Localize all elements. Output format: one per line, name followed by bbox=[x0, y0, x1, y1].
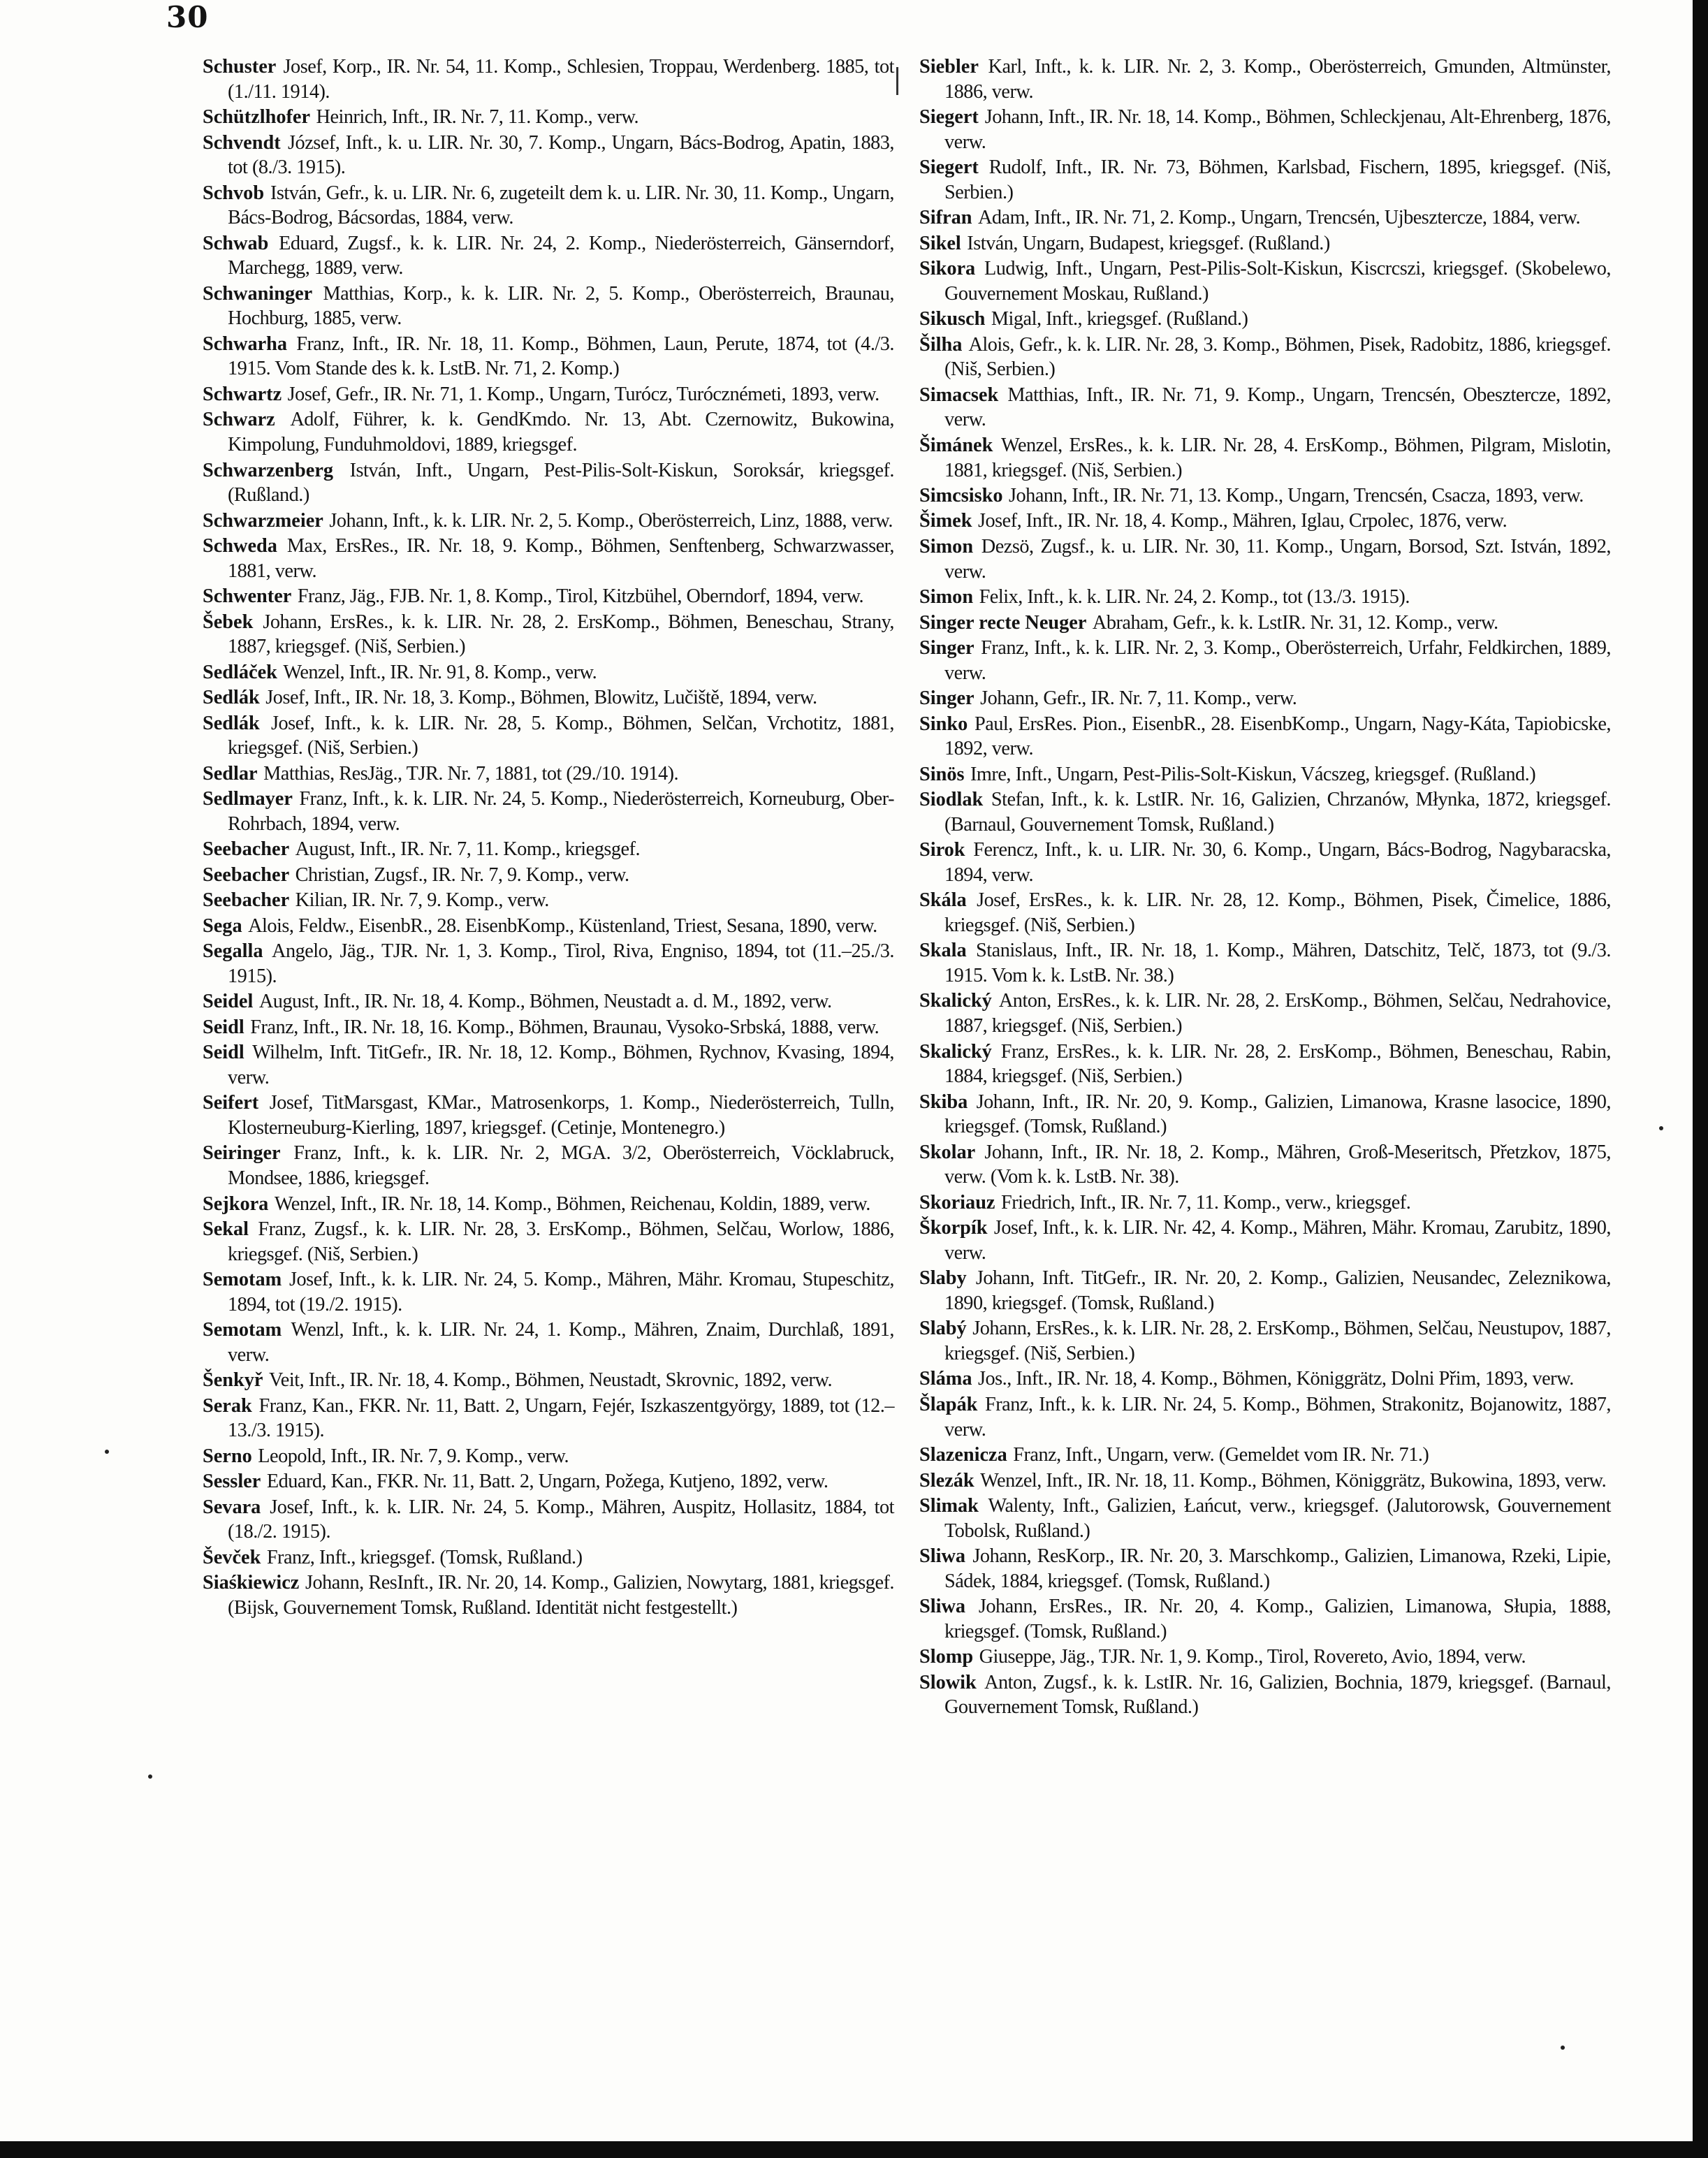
register-entry bbox=[203, 105, 894, 130]
register-entry bbox=[203, 1091, 894, 1140]
entry-details: Wenzel, ErsRes., k. k. LIR. Nr. 28, 4. ErsKomp., Böhmen, Pilgram, Mislotin, 1881, kriegsgef. (Niš, Serbien.) bbox=[944, 434, 1611, 481]
entry-details: Johann, Inft., IR. Nr. 20, 9. Komp., Galizien, Limanowa, Krasne lasocice, 1890, kriegsgef. (Tomsk, Rußland.) bbox=[944, 1091, 1611, 1138]
register-entry bbox=[919, 483, 1611, 509]
register-entry bbox=[203, 1444, 894, 1469]
register-entry bbox=[919, 256, 1611, 306]
entry-surname: Šimek bbox=[919, 510, 972, 532]
entry-details: Wenzel, Inft., IR. Nr. 91, 8. Komp., verw. bbox=[283, 661, 597, 683]
register-entry bbox=[919, 509, 1611, 534]
column-divider-mark bbox=[896, 67, 898, 95]
entry-details: Josef, Inft., k. k. LIR. Nr. 24, 5. Komp., Mähren, Auspitz, Hollasitz, 1884, tot (18./2. 1915). bbox=[228, 1496, 895, 1543]
entry-surname: Schwarz bbox=[203, 409, 275, 431]
entry-details: Franz, Kan., FKR. Nr. 11, Batt. 2, Ungarn, Fejér, Iszkaszentgyörgy, 1889, tot (12.–13./3. 1915). bbox=[228, 1394, 894, 1442]
register-entry bbox=[919, 1190, 1611, 1216]
register-entry bbox=[203, 534, 894, 583]
entry-surname: Slomp bbox=[919, 1646, 974, 1668]
entry-surname: Šenkyř bbox=[203, 1369, 263, 1392]
entry-details: István, Inft., Ungarn, Pest-Pilis-Solt-Kiskun, Soroksár, kriegsgef. (Rußland.) bbox=[228, 459, 894, 506]
entry-surname: Sejkora bbox=[203, 1193, 269, 1215]
register-entry bbox=[203, 54, 894, 104]
entry-surname: Slimak bbox=[919, 1495, 979, 1517]
register-entry bbox=[919, 231, 1611, 256]
entry-surname: Sedláček bbox=[203, 661, 277, 683]
entry-surname: Siegert bbox=[919, 106, 979, 129]
register-entry bbox=[203, 989, 894, 1014]
register-entry bbox=[203, 1141, 894, 1190]
entry-surname: Seiringer bbox=[203, 1142, 281, 1165]
register-entry bbox=[203, 761, 894, 787]
entry-details: Franz, Inft., k. k. LIR. Nr. 24, 5. Komp., Niederösterreich, Korneuburg, Ober-Rohrbach, 1894, verw. bbox=[228, 788, 894, 835]
entry-details: Franz, Inft., IR. Nr. 18, 16. Komp., Böhmen, Braunau, Vysoko-Srbská, 1888, verw. bbox=[250, 1016, 879, 1038]
entry-surname: Serno bbox=[203, 1445, 252, 1467]
register-entry bbox=[203, 382, 894, 407]
entry-details: August, Inft., IR. Nr. 7, 11. Komp., kriegsgef. bbox=[295, 838, 641, 861]
entry-surname: Sedlák bbox=[203, 712, 260, 734]
register-entry bbox=[203, 1570, 894, 1620]
entry-surname: Schvob bbox=[203, 182, 265, 204]
entry-surname: Skalický bbox=[919, 1040, 992, 1063]
register-entry bbox=[919, 1645, 1611, 1670]
entry-details: Christian, Zugsf., IR. Nr. 7, 9. Komp., verw. bbox=[295, 863, 629, 886]
entry-surname: Singer bbox=[919, 637, 975, 659]
entry-surname: Sliwa bbox=[919, 1545, 966, 1568]
entry-details: August, Inft., IR. Nr. 18, 4. Komp., Böhmen, Neustadt a. d. M., 1892, verw. bbox=[258, 991, 832, 1013]
left-column bbox=[203, 54, 894, 1621]
register-entry bbox=[919, 1366, 1611, 1392]
register-entry bbox=[919, 636, 1611, 685]
register-entry bbox=[203, 131, 894, 180]
entry-details: Wenzel, Inft., IR. Nr. 18, 14. Komp., Böhmen, Reichenau, Koldin, 1889, verw. bbox=[274, 1193, 870, 1215]
entry-details: Max, ErsRes., IR. Nr. 18, 9. Komp., Böhmen, Senftenberg, Schwarzwasser, 1881, verw. bbox=[228, 535, 894, 582]
register-entry bbox=[919, 712, 1611, 761]
entry-details: Johann, ResKorp., IR. Nr. 20, 3. Marschkomp., Galizien, Limanowa, Rzeki, Lipie, Sádek, 1884, kriegsgef. (Tomsk, Rußland.) bbox=[944, 1545, 1612, 1592]
entry-surname: Simon bbox=[919, 535, 974, 557]
register-entry bbox=[919, 1216, 1611, 1265]
entry-details: Franz, Zugsf., k. k. LIR. Nr. 28, 3. ErsKomp., Böhmen, Selčau, Worlow, 1886, kriegsgef. (Niš, Serbien.) bbox=[228, 1218, 894, 1265]
entry-details: Matthias, ResJäg., TJR. Nr. 7, 1881, tot (29./10. 1914). bbox=[263, 762, 679, 785]
entry-details: Josef, Korp., IR. Nr. 54, 11. Komp., Schlesien, Troppau, Werdenberg. 1885, tot (1./11. 1914). bbox=[228, 56, 895, 103]
entry-surname: Schweda bbox=[203, 535, 277, 557]
register-entry bbox=[919, 787, 1611, 837]
entry-details: Felix, Inft., k. k. LIR. Nr. 24, 2. Komp., tot (13./3. 1915). bbox=[979, 586, 1410, 608]
entry-surname: Ševček bbox=[203, 1546, 261, 1568]
entry-surname: Skoriauz bbox=[919, 1191, 995, 1213]
entry-details: Josef, Inft., IR. Nr. 18, 4. Komp., Mähren, Iglau, Crpolec, 1876, verw. bbox=[977, 510, 1508, 532]
entry-surname: Slabý bbox=[919, 1318, 967, 1340]
register-entry bbox=[203, 837, 894, 862]
entry-details: Wenzl, Inft., k. k. LIR. Nr. 24, 1. Komp., Mähren, Znaim, Durchlaß, 1891, verw. bbox=[228, 1319, 894, 1366]
entry-details: Franz, Jäg., FJB. Nr. 1, 8. Komp., Tirol, Kitzbühel, Oberndorf, 1894, verw. bbox=[297, 585, 864, 608]
entry-details: István, Gefr., k. u. LIR. Nr. 6, zugeteilt dem k. u. LIR. Nr. 30, 11. Komp., Ungarn, Bács-Bodrog, Bácsordas, 1884, verw. bbox=[228, 182, 895, 229]
register-entry bbox=[919, 1040, 1611, 1089]
register-entry bbox=[203, 787, 894, 836]
entry-details: Josef, Inft., k. k. LIR. Nr. 28, 5. Komp., Böhmen, Selčan, Vrchotitz, 1881, kriegsgef. (Niš, Serbien.) bbox=[228, 712, 895, 759]
entry-surname: Sedlmayer bbox=[203, 788, 293, 810]
entry-surname: Šilha bbox=[919, 333, 963, 356]
entry-details: Josef, ErsRes., k. k. LIR. Nr. 28, 12. Komp., Böhmen, Pisek, Čimelice, 1886, kriegsgef. (Niš, Serbien.) bbox=[944, 889, 1611, 936]
entry-surname: Schützlhofer bbox=[203, 106, 311, 129]
entry-details: Josef, Inft., IR. Nr. 18, 3. Komp., Böhmen, Blowitz, Lučiště, 1894, verw. bbox=[265, 687, 817, 709]
entry-surname: Semotam bbox=[203, 1319, 282, 1341]
entry-surname: Škorpík bbox=[919, 1217, 988, 1239]
entry-details: Josef, Inft., k. k. LIR. Nr. 42, 4. Komp., Mähren, Mähr. Kromau, Zarubitz, 1890, verw. bbox=[944, 1217, 1611, 1264]
entry-surname: Siaśkiewicz bbox=[203, 1572, 300, 1594]
entry-surname: Siebler bbox=[919, 56, 979, 78]
register-entry bbox=[203, 660, 894, 685]
entry-surname: Sifran bbox=[919, 207, 972, 229]
entry-details: Josef, TitMarsgast, KMar., Matrosenkorps, 1. Komp., Niederösterreich, Tulln, Klosterneuburg-Kierling, 1897, kriegsgef. (Cetinje, Montenegro.) bbox=[228, 1092, 894, 1139]
entry-surname: Skála bbox=[919, 889, 967, 912]
register-entry bbox=[919, 1266, 1611, 1315]
entry-surname: Slowik bbox=[919, 1671, 977, 1693]
entry-surname: Schwarzmeier bbox=[203, 509, 323, 532]
register-entry bbox=[203, 939, 894, 989]
scan-edge-right bbox=[1693, 0, 1708, 2158]
print-speck bbox=[105, 1450, 109, 1454]
register-entry bbox=[919, 1468, 1611, 1494]
entry-details: Anton, ErsRes., k. k. LIR. Nr. 28, 2. ErsKomp., Böhmen, Selčau, Nedrahovice, 1887, kriegsgef. (Niš, Serbien.) bbox=[944, 990, 1611, 1037]
entry-details: Franz, ErsRes., k. k. LIR. Nr. 28, 2. ErsKomp., Böhmen, Beneschau, Rabin, 1884, kriegsgef. (Niš, Serbien.) bbox=[944, 1040, 1611, 1088]
entry-surname: Schwenter bbox=[203, 585, 292, 608]
entry-details: Josef, Gefr., IR. Nr. 71, 1. Komp., Ungarn, Turócz, Turócznémeti, 1893, verw. bbox=[287, 383, 879, 405]
entry-surname: Skalický bbox=[919, 990, 992, 1012]
entry-surname: Segalla bbox=[203, 940, 263, 963]
register-entry bbox=[203, 1192, 894, 1217]
entry-surname: Siodlak bbox=[919, 789, 984, 811]
entry-surname: Schuster bbox=[203, 56, 277, 78]
entry-surname: Sekal bbox=[203, 1218, 249, 1241]
entry-details: Friedrich, Inft., IR. Nr. 7, 11. Komp., verw., kriegsgef. bbox=[1001, 1191, 1411, 1213]
register-entry bbox=[203, 584, 894, 609]
entry-surname: Singer bbox=[919, 687, 975, 710]
entry-surname: Slaby bbox=[919, 1267, 967, 1290]
entry-surname: Seifert bbox=[203, 1092, 259, 1114]
entry-details: Franz, Inft., k. k. LIR. Nr. 24, 5. Komp., Böhmen, Strakonitz, Bojanowitz, 1887, verw. bbox=[944, 1393, 1611, 1441]
entry-surname: Schwab bbox=[203, 232, 269, 254]
entry-surname: Sinös bbox=[919, 763, 965, 785]
register-entry bbox=[919, 838, 1611, 887]
entry-surname: Sedlar bbox=[203, 762, 258, 785]
entry-surname: Sedlák bbox=[203, 687, 260, 709]
entry-surname: Schvendt bbox=[203, 131, 281, 154]
register-entry bbox=[919, 938, 1611, 988]
entry-surname: Seidl bbox=[203, 1042, 244, 1064]
register-entry bbox=[203, 610, 894, 659]
entry-surname: Sikel bbox=[919, 232, 961, 254]
entry-surname: Sikusch bbox=[919, 308, 986, 330]
register-entry bbox=[203, 1318, 894, 1367]
register-entry bbox=[203, 863, 894, 888]
entry-details: Johann, ErsRes., k. k. LIR. Nr. 28, 2. ErsKomp., Böhmen, Beneschau, Strany, 1887, kriegsgef. (Niš, Serbien.) bbox=[228, 611, 894, 658]
register-entry bbox=[203, 181, 894, 231]
entry-surname: Simacsek bbox=[919, 384, 999, 406]
entry-details: Walenty, Inft., Galizien, Łańcut, verw., kriegsgef. (Jalutorowsk, Gouvernement Tobolsk, Rußland.) bbox=[944, 1495, 1611, 1542]
register-entry bbox=[203, 1015, 894, 1040]
print-speck bbox=[1659, 1126, 1663, 1130]
entry-details: Karl, Inft., k. k. LIR. Nr. 2, 3. Komp., Oberösterreich, Gmunden, Altmünster, 1886, verw. bbox=[944, 56, 1611, 103]
entry-surname: Siegert bbox=[919, 156, 979, 179]
register-entry bbox=[919, 433, 1611, 483]
register-entry bbox=[203, 1267, 894, 1317]
entry-details: Ludwig, Inft., Ungarn, Pest-Pilis-Solt-Kiskun, Kiscrcszi, kriegsgef. (Skobelewo, Gouvernement Moskau, Rußland.) bbox=[944, 258, 1611, 305]
register-entry bbox=[919, 1443, 1611, 1468]
register-entry bbox=[919, 762, 1611, 787]
entry-details: Anton, Zugsf., k. k. LstIR. Nr. 16, Galizien, Bochnia, 1879, kriegsgef. (Barnaul, Gouvernement Tomsk, Rußland.) bbox=[944, 1671, 1611, 1719]
entry-details: Wilhelm, Inft. TitGefr., IR. Nr. 18, 12. Komp., Böhmen, Rychnov, Kvasing, 1894, verw. bbox=[228, 1042, 894, 1088]
register-entry bbox=[919, 989, 1611, 1038]
register-entry bbox=[203, 685, 894, 710]
register-entry bbox=[919, 1316, 1611, 1366]
register-entry bbox=[919, 1392, 1611, 1442]
register-entry bbox=[919, 205, 1611, 231]
register-entry bbox=[203, 458, 894, 508]
entry-details: Imre, Inft., Ungarn, Pest-Pilis-Solt-Kiskun, Vácszeg, kriegsgef. (Rußland.) bbox=[970, 763, 1536, 785]
entry-details: Franz, Inft., k. k. LIR. Nr. 2, 3. Komp., Oberösterreich, Urfahr, Feldkirchen, 1889, verw. bbox=[944, 637, 1611, 684]
entry-surname: Sliwa bbox=[919, 1596, 966, 1618]
entry-surname: Schwaninger bbox=[203, 282, 313, 305]
entry-details: István, Ungarn, Budapest, kriegsgef. (Rußland.) bbox=[967, 232, 1330, 254]
register-entry bbox=[919, 611, 1611, 636]
register-entry bbox=[919, 307, 1611, 332]
entry-details: Leopold, Inft., IR. Nr. 7, 9. Komp., verw. bbox=[258, 1445, 569, 1467]
entry-surname: Schwarzenberg bbox=[203, 459, 334, 481]
entry-details: Alois, Gefr., k. k. LIR. Nr. 28, 3. Komp., Böhmen, Pisek, Radobitz, 1886, kriegsgef. (Niš, Serbien.) bbox=[944, 333, 1611, 381]
entry-details: Johann, ResInft., IR. Nr. 20, 14. Komp., Galizien, Nowytarg, 1881, kriegsgef. (Bijsk, Gouvernement Tomsk, Rußland. Identität nicht festgestellt.) bbox=[228, 1572, 894, 1619]
entry-details: Franz, Inft., k. k. LIR. Nr. 2, MGA. 3/2, Oberösterreich, Vöcklabruck, Mondsee, 1886, kriegsgef. bbox=[228, 1142, 894, 1190]
register-entry bbox=[203, 282, 894, 331]
entry-details: Ferencz, Inft., k. u. LIR. Nr. 30, 6. Komp., Ungarn, Bács-Bodrog, Nagybaracska, 1894, verw. bbox=[944, 839, 1611, 886]
entry-surname: Seidel bbox=[203, 991, 254, 1013]
entry-surname: Sega bbox=[203, 914, 242, 937]
entry-details: Johann, Inft., IR. Nr. 18, 2. Komp., Mähren, Groß-Meseritsch, Přetzkov, 1875, verw. (Vom k. k. LstB. Nr. 38). bbox=[944, 1141, 1611, 1188]
entry-surname: Sessler bbox=[203, 1471, 261, 1493]
entry-details: Rudolf, Inft., IR. Nr. 73, Böhmen, Karlsbad, Fischern, 1895, kriegsgef. (Niš, Serbien.) bbox=[944, 156, 1611, 203]
entry-surname: Sláma bbox=[919, 1368, 972, 1390]
entry-details: Migal, Inft., kriegsgef. (Rußland.) bbox=[991, 308, 1248, 330]
entry-details: Adam, Inft., IR. Nr. 71, 2. Komp., Ungarn, Trencsén, Ujbesztercze, 1884, verw. bbox=[977, 207, 1581, 229]
register-entry bbox=[919, 686, 1611, 711]
entry-surname: Šimánek bbox=[919, 434, 993, 456]
register-entry bbox=[919, 1594, 1611, 1644]
entry-surname: Skolar bbox=[919, 1141, 976, 1163]
entry-details: Veit, Inft., IR. Nr. 18, 4. Komp., Böhmen, Neustadt, Skrovnic, 1892, verw. bbox=[268, 1369, 833, 1392]
entry-details: Wenzel, Inft., IR. Nr. 18, 11. Komp., Böhmen, Königgrätz, Bukowina, 1893, verw. bbox=[980, 1469, 1607, 1492]
entry-surname: Skala bbox=[919, 940, 967, 962]
page-number: 30 bbox=[166, 0, 209, 34]
register-entry bbox=[919, 1670, 1611, 1720]
entry-details: Adolf, Führer, k. k. GendKmdo. Nr. 13, Abt. Czernowitz, Bukowina, Kimpolung, Funduhmoldovi, 1889, kriegsgef. bbox=[228, 409, 894, 456]
print-speck bbox=[1561, 2046, 1565, 2050]
register-entry bbox=[919, 1494, 1611, 1543]
entry-surname: Simon bbox=[919, 586, 974, 608]
entry-details: Franz, Inft., Ungarn, verw. (Gemeldet vom IR. Nr. 71.) bbox=[1013, 1444, 1429, 1466]
entry-details: Johann, ErsRes., IR. Nr. 20, 4. Komp., Galizien, Limanowa, Słupia, 1888, kriegsgef. (Tomsk, Rußland.) bbox=[944, 1596, 1611, 1642]
entry-details: Dezsö, Zugsf., k. u. LIR. Nr. 30, 11. Komp., Ungarn, Borsod, Szt. István, 1892, verw. bbox=[944, 535, 1611, 583]
register-entry bbox=[203, 1545, 894, 1570]
register-entry bbox=[919, 155, 1611, 205]
entry-surname: Seidl bbox=[203, 1016, 244, 1038]
entry-details: Alois, Feldw., EisenbR., 28. EisenbKomp., Küstenland, Triest, Sesana, 1890, verw. bbox=[248, 914, 877, 937]
entry-details: Paul, ErsRes. Pion., EisenbR., 28. EisenbKomp., Ungarn, Nagy-Káta, Tapiobicske, 1892, verw. bbox=[944, 713, 1611, 760]
register-entry bbox=[203, 914, 894, 939]
register-entry bbox=[203, 1394, 894, 1443]
entry-details: Angelo, Jäg., TJR. Nr. 1, 3. Komp., Tirol, Riva, Engniso, 1894, tot (11.–25./3. 1915). bbox=[228, 940, 894, 987]
entry-details: Johann, Inft., IR. Nr. 18, 14. Komp., Böhmen, Schleckjenau, Alt-Ehrenberg, 1876, verw. bbox=[944, 106, 1611, 153]
entry-surname: Singer recte Neuger bbox=[919, 611, 1087, 634]
entry-details: Johann, Inft., k. k. LIR. Nr. 2, 5. Komp., Oberösterreich, Linz, 1888, verw. bbox=[329, 509, 893, 532]
register-entry bbox=[203, 1469, 894, 1494]
entry-surname: Serak bbox=[203, 1394, 252, 1417]
entry-details: Eduard, Kan., FKR. Nr. 11, Batt. 2, Ungarn, Požega, Kutjeno, 1892, verw. bbox=[266, 1471, 829, 1493]
entry-surname: Šebek bbox=[203, 611, 254, 633]
entry-details: Johann, Gefr., IR. Nr. 7, 11. Komp., verw. bbox=[980, 687, 1297, 710]
entry-details: Johann, Inft. TitGefr., IR. Nr. 20, 2. Komp., Galizien, Neusandec, Zeleznikowa, 1890, kriegsgef. (Tomsk, Rußland.) bbox=[944, 1267, 1611, 1314]
entry-details: Stanislaus, Inft., IR. Nr. 18, 1. Komp., Mähren, Datschitz, Telč, 1873, tot (9./3. 1915. Vom k. k. LstB. Nr. 38.) bbox=[944, 940, 1611, 986]
entry-details: Johann, Inft., IR. Nr. 71, 13. Komp., Ungarn, Trencsén, Csacza, 1893, verw. bbox=[1009, 485, 1584, 506]
entry-details: Eduard, Zugsf., k. k. LIR. Nr. 24, 2. Komp., Niederösterreich, Gänserndorf, Marchegg, 1889, verw. bbox=[228, 232, 894, 279]
register-entry bbox=[203, 1495, 894, 1545]
entry-surname: Seebacher bbox=[203, 863, 290, 886]
entry-details: Stefan, Inft., k. k. LstIR. Nr. 16, Galizien, Chrzanów, Młynka, 1872, kriegsgef. (Barnaul, Gouvernement Tomsk, Rußland.) bbox=[944, 789, 1612, 836]
entry-details: Abraham, Gefr., k. k. LstIR. Nr. 31, 12. Komp., verw. bbox=[1092, 611, 1498, 634]
register-entry bbox=[919, 333, 1611, 382]
entry-surname: Semotam bbox=[203, 1269, 282, 1291]
entry-details: József, Inft., k. u. LIR. Nr. 30, 7. Komp., Ungarn, Bács-Bodrog, Apatin, 1883, tot (8./3. 1915). bbox=[228, 131, 895, 179]
entry-surname: Slazenicza bbox=[919, 1444, 1007, 1466]
scan-edge-bottom bbox=[0, 2141, 1708, 2158]
entry-details: Johann, ErsRes., k. k. LIR. Nr. 28, 2. ErsKomp., Böhmen, Selčau, Neustupov, 1887, kriegsgef. (Niš, Serbien.) bbox=[944, 1318, 1611, 1364]
right-column bbox=[919, 54, 1611, 1721]
register-entry bbox=[919, 585, 1611, 610]
entry-details: Matthias, Korp., k. k. LIR. Nr. 2, 5. Komp., Oberösterreich, Braunau, Hochburg, 1885, verw. bbox=[228, 282, 894, 330]
entry-surname: Sevara bbox=[203, 1496, 261, 1518]
register-entry bbox=[919, 1140, 1611, 1190]
entry-details: Franz, Inft., kriegsgef. (Tomsk, Rußland.) bbox=[266, 1546, 583, 1568]
register-entry bbox=[919, 1090, 1611, 1139]
entry-surname: Sikora bbox=[919, 258, 976, 280]
entry-details: Matthias, Inft., IR. Nr. 71, 9. Komp., Ungarn, Trencsén, Obesztercze, 1892, verw. bbox=[944, 384, 1611, 431]
register-entry bbox=[203, 1040, 894, 1090]
entry-details: Josef, Inft., k. k. LIR. Nr. 24, 5. Komp., Mähren, Mähr. Kromau, Stupeschitz, 1894, tot (19./2. 1915). bbox=[228, 1269, 894, 1315]
entry-surname: Sirok bbox=[919, 839, 965, 861]
register-entry bbox=[203, 509, 894, 534]
register-entry bbox=[203, 1368, 894, 1393]
entry-details: Giuseppe, Jäg., TJR. Nr. 1, 9. Komp., Tirol, Rovereto, Avio, 1894, verw. bbox=[979, 1646, 1526, 1668]
entry-surname: Simcsisko bbox=[919, 485, 1003, 506]
entry-surname: Schwartz bbox=[203, 383, 282, 405]
register-entry bbox=[919, 1544, 1611, 1594]
register-entry bbox=[919, 534, 1611, 584]
register-entry bbox=[919, 888, 1611, 938]
register-entry bbox=[919, 105, 1611, 154]
entry-surname: Seebacher bbox=[203, 889, 290, 912]
entry-surname: Skiba bbox=[919, 1091, 968, 1113]
print-speck bbox=[148, 1774, 152, 1779]
entry-surname: Sinko bbox=[919, 713, 968, 735]
register-entry bbox=[203, 888, 894, 913]
register-entry bbox=[919, 383, 1611, 432]
register-entry bbox=[203, 711, 894, 761]
entry-surname: Slezák bbox=[919, 1469, 975, 1492]
entry-details: Franz, Inft., IR. Nr. 18, 11. Komp., Böhmen, Laun, Perute, 1874, tot (4./3. 1915. Vom Stande des k. k. LstB. Nr. 71, 2. Komp.) bbox=[228, 333, 894, 380]
register-entry bbox=[203, 407, 894, 457]
entry-details: Kilian, IR. Nr. 7, 9. Komp., verw. bbox=[295, 889, 549, 912]
entry-details: Heinrich, Inft., IR. Nr. 7, 11. Komp., verw. bbox=[316, 106, 639, 129]
entry-details: Jos., Inft., IR. Nr. 18, 4. Komp., Böhmen, Königgrätz, Dolni Přim, 1893, verw. bbox=[977, 1368, 1574, 1390]
entry-surname: Seebacher bbox=[203, 838, 290, 861]
entry-surname: Schwarha bbox=[203, 333, 288, 355]
register-entry bbox=[203, 231, 894, 281]
entry-surname: Šlapák bbox=[919, 1393, 978, 1415]
register-entry bbox=[203, 1217, 894, 1267]
register-entry bbox=[203, 332, 894, 381]
register-entry bbox=[919, 54, 1611, 104]
